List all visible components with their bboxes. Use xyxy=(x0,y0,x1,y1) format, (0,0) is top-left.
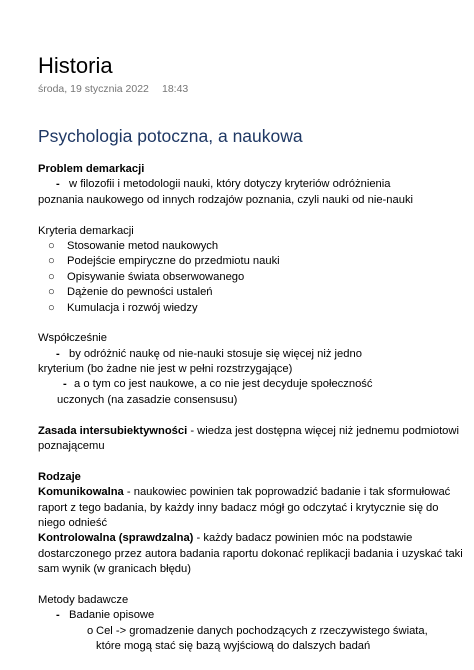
criteria-label: Kryteria demarkacji xyxy=(38,224,134,237)
criteria-item xyxy=(38,254,438,269)
communicable-line xyxy=(38,485,451,500)
criteria-item-text: Dążenie do pewności ustaleń xyxy=(67,286,213,299)
controllable-text-1: - każdy badacz powinien móc na podstawie xyxy=(193,532,413,545)
intersubjectivity-line xyxy=(38,424,459,439)
contemporary-dash-item xyxy=(38,377,438,392)
methods-dash-item xyxy=(38,608,438,623)
criteria-item-text: Kumulacja i rozwój wiedzy xyxy=(67,301,198,314)
methods-label: Metody badawcze xyxy=(38,593,129,606)
types-label: Rodzaje xyxy=(38,470,81,483)
controllable-term: Kontrolowalna (sprawdzalna) xyxy=(38,532,194,545)
contemporary-text-1: by odróżnić naukę od nie-nauki stosuje się więcej niż jedno xyxy=(69,347,362,360)
page-time: 18:43 xyxy=(162,83,189,95)
demarcation-dash-item xyxy=(38,177,438,192)
circle-bullet: ○ xyxy=(48,286,55,299)
contemporary-text-4: uczonych (na zasadzie consensusu) xyxy=(57,393,238,406)
circle-bullet: ○ xyxy=(48,301,55,314)
communicable-text-3: niego odnieść xyxy=(38,516,108,529)
circle-bullet: ○ xyxy=(48,270,55,283)
demarcation-label: Problem demarkacji xyxy=(38,163,145,175)
criteria-item-text: Opisywanie świata obserwowanego xyxy=(67,270,245,283)
demarcation-text-2: poznania naukowego od innych rodzajów poznania, czyli nauki od nie-nauki xyxy=(38,193,414,206)
small-circle-bullet: o xyxy=(87,624,94,637)
criteria-item xyxy=(38,239,438,254)
controllable-line xyxy=(38,531,438,546)
controllable-text-2: dostarczonego przez autora badania raportu dokonać replikacji badania i uzyskać taki xyxy=(38,547,463,560)
dash-mark: - xyxy=(56,347,60,360)
demarcation-text-1: w filozofii i metodologii nauki, który dotyczy kryteriów odróżnienia xyxy=(69,178,391,191)
methods-deep-text-1: Cel -> gromadzenie danych pochodzących z rzeczywistego świata, xyxy=(96,624,428,637)
page-meta xyxy=(38,83,189,95)
contemporary-dash-item xyxy=(38,347,438,362)
circle-bullet: ○ xyxy=(48,239,55,252)
dash-mark: - xyxy=(56,178,60,191)
intersubjectivity-text-2: poznającemu xyxy=(38,440,105,453)
section-heading: Psychologia potoczna, a naukowa xyxy=(38,126,303,146)
contemporary-label: Współcześnie xyxy=(38,332,108,345)
contemporary-text-2: kryterium (bo żadne nie jest w pełni rozstrzygające) xyxy=(38,363,293,376)
page-date: środa, 19 stycznia 2022 xyxy=(38,83,149,95)
controllable-text-3: sam wynik (w granicach błędu) xyxy=(38,563,191,576)
communicable-text-1: - naukowiec powinien tak poprowadzić badanie i tak sformułować xyxy=(123,486,451,499)
communicable-term: Komunikowalna xyxy=(38,486,124,499)
criteria-item-text: Stosowanie metod naukowych xyxy=(67,239,219,252)
methods-deep-text-2: które mogą stać się bazą wyjściową do dalszych badań xyxy=(96,640,371,653)
methods-sub-label: Badanie opisowe xyxy=(69,609,155,622)
contemporary-text-3: a o tym co jest naukowe, a co nie jest decyduje społeczność xyxy=(74,378,373,391)
criteria-item-text: Podejście empiryczne do przedmiotu nauki xyxy=(67,255,280,268)
criteria-item xyxy=(38,301,438,316)
intersubjectivity-text: - wiedza jest dostępna więcej niż jednemu podmiotowi xyxy=(187,424,459,437)
page-title: Historia xyxy=(38,53,113,78)
criteria-item xyxy=(38,285,438,300)
communicable-text-2: raport z tego badania, by każdy inny badacz mógł go odczytać i krytycznie się do xyxy=(38,501,439,514)
criteria-item xyxy=(38,270,438,285)
dash-mark: - xyxy=(63,378,67,391)
note-content xyxy=(38,162,463,655)
dash-mark: - xyxy=(56,609,60,622)
intersubjectivity-term: Zasada intersubiektywności xyxy=(38,424,188,437)
circle-bullet: ○ xyxy=(48,255,55,268)
methods-deep-item xyxy=(38,624,438,639)
